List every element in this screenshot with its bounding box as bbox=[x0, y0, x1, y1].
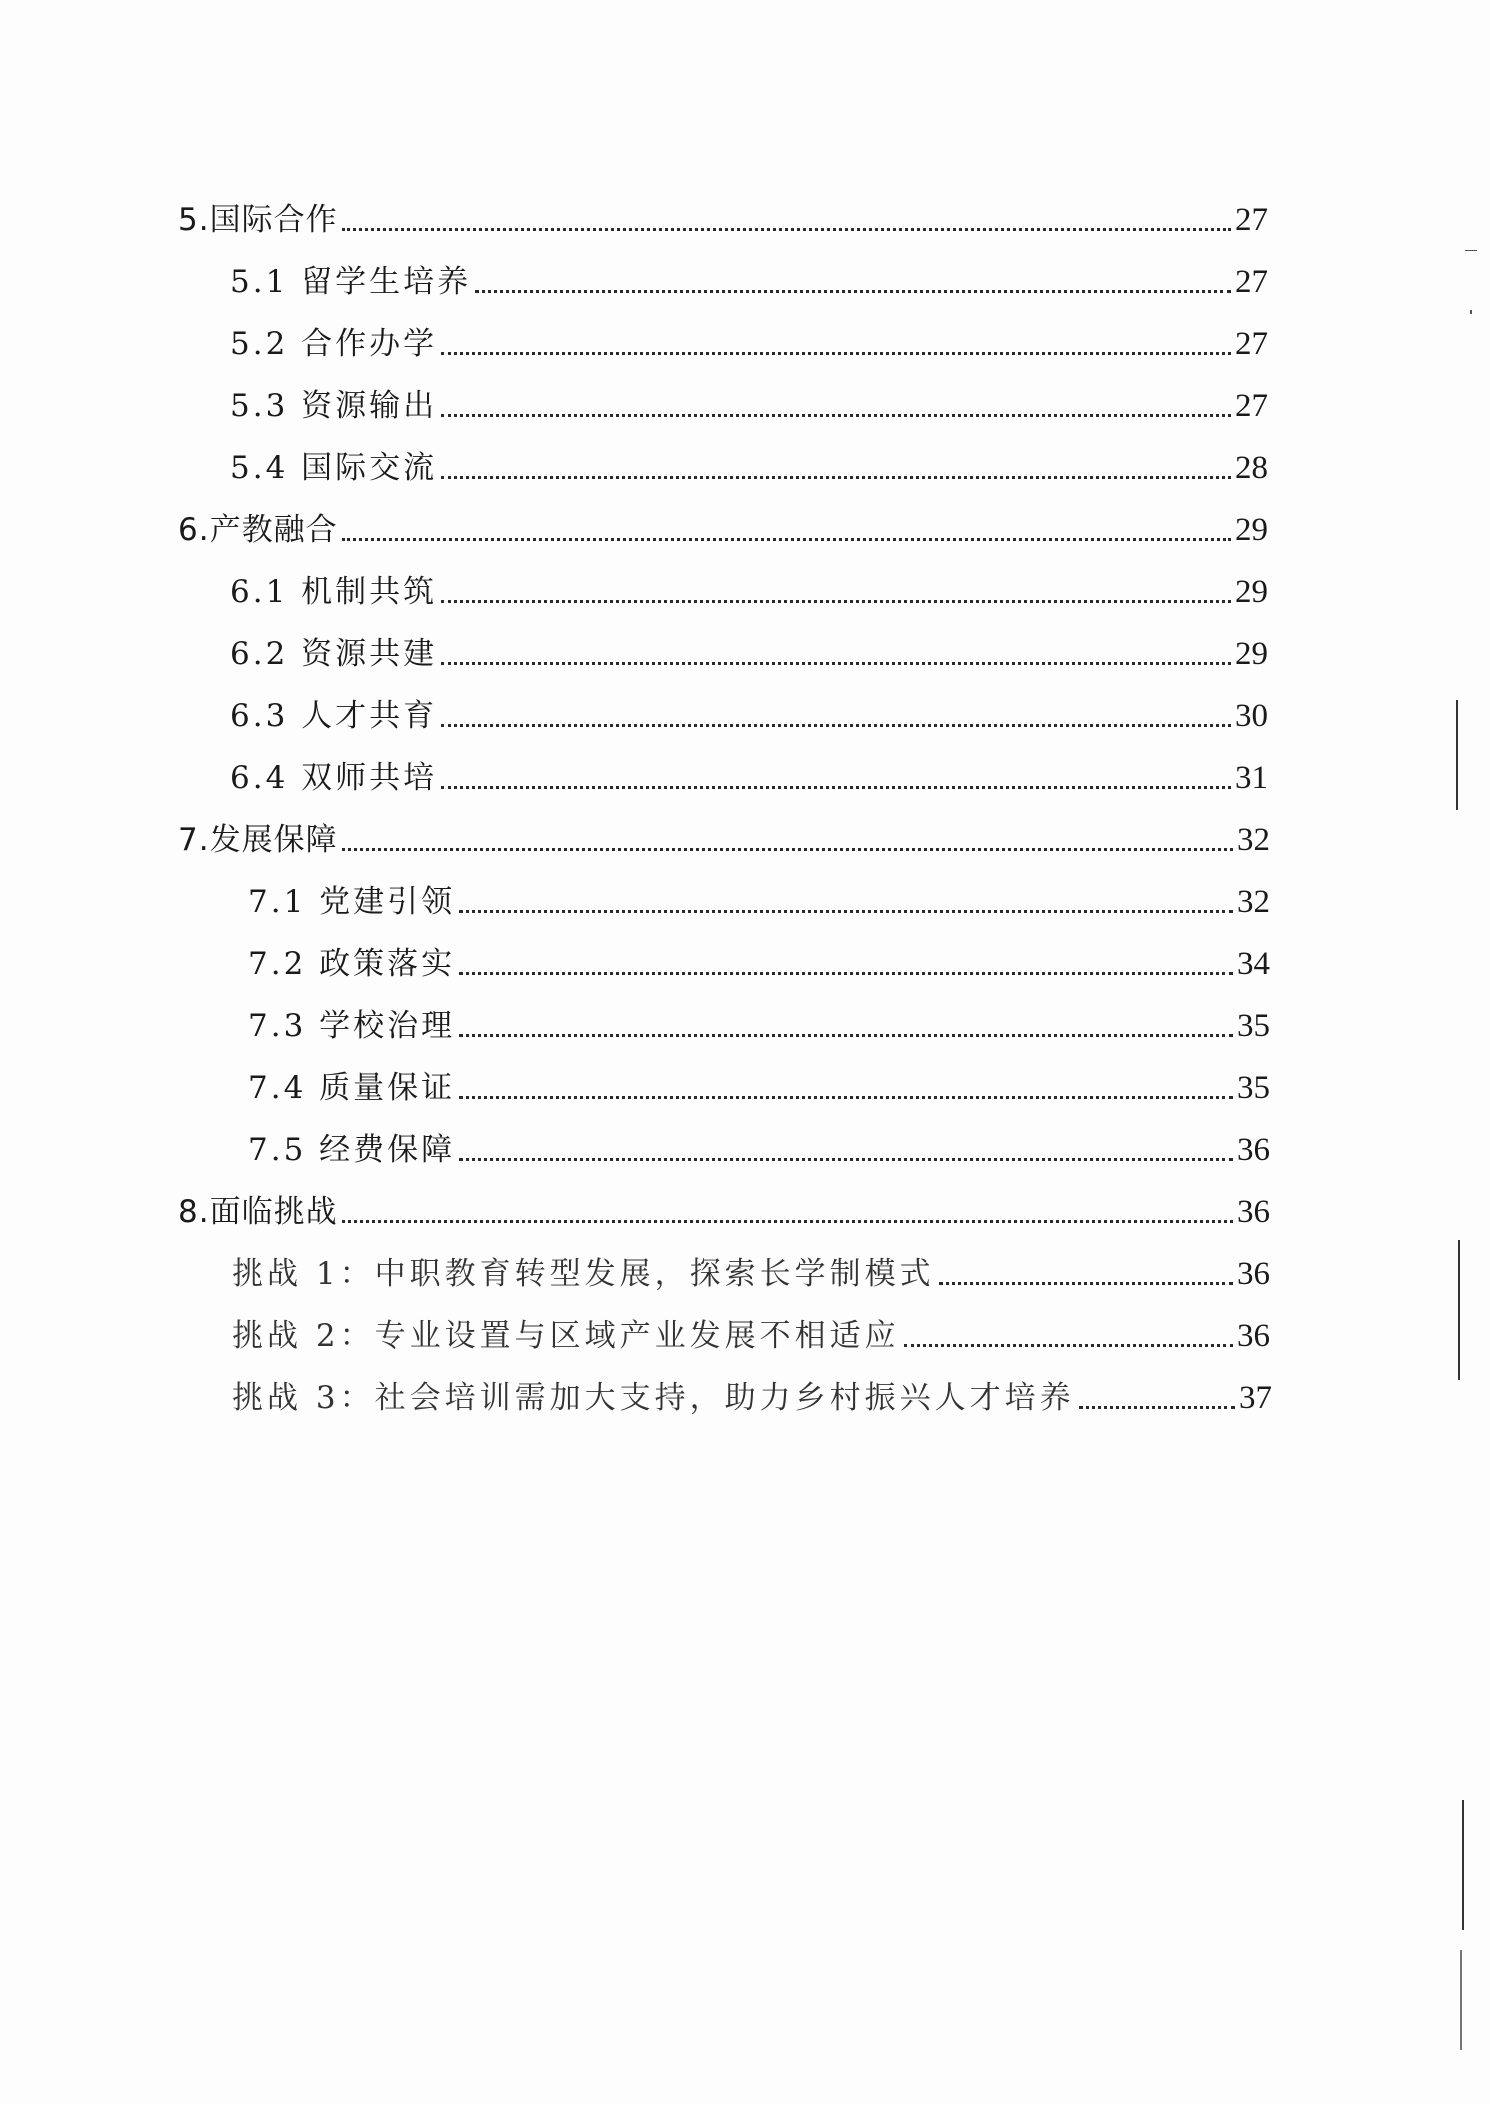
dot-leader bbox=[342, 1220, 1233, 1223]
dot-leader bbox=[904, 1344, 1233, 1347]
toc-entry-label: 挑战 3：社会培训需加大支持，助力乡村振兴人才培养 bbox=[232, 1380, 1075, 1416]
toc-entry-label: 6.产教融合 bbox=[178, 512, 338, 548]
toc-entry[interactable] bbox=[230, 252, 1268, 302]
toc-entry[interactable] bbox=[230, 562, 1268, 612]
toc-entry-page: 35 bbox=[1237, 1008, 1270, 1044]
toc-entry-label: 7.5 经费保障 bbox=[248, 1132, 456, 1168]
toc-entry[interactable] bbox=[232, 1368, 1272, 1418]
toc-entry-label: 5.4 国际交流 bbox=[230, 450, 438, 486]
toc-entry[interactable] bbox=[230, 314, 1268, 364]
toc-entry-label: 8.面临挑战 bbox=[178, 1194, 338, 1230]
toc-entry-page: 36 bbox=[1237, 1256, 1270, 1292]
toc-entry[interactable] bbox=[232, 1244, 1270, 1294]
toc-entry[interactable] bbox=[178, 500, 1268, 550]
dot-leader bbox=[441, 662, 1231, 665]
dot-leader bbox=[939, 1282, 1233, 1285]
dot-leader bbox=[459, 1158, 1233, 1161]
toc-entry-label: 6.4 双师共培 bbox=[230, 760, 438, 796]
dot-leader bbox=[342, 228, 1231, 231]
toc-entry[interactable] bbox=[232, 1306, 1270, 1356]
toc-entry[interactable] bbox=[230, 748, 1268, 798]
toc-entry[interactable] bbox=[248, 934, 1270, 984]
toc-entry[interactable] bbox=[248, 872, 1270, 922]
toc-entry[interactable] bbox=[230, 376, 1268, 426]
scan-artifact bbox=[1462, 1800, 1464, 1930]
dot-leader bbox=[1079, 1406, 1235, 1409]
scan-artifact bbox=[1456, 700, 1458, 810]
toc-entry-page: 36 bbox=[1237, 1318, 1270, 1354]
toc-entry-label: 挑战 2：专业设置与区域产业发展不相适应 bbox=[232, 1318, 900, 1354]
toc-entry-page: 36 bbox=[1237, 1194, 1270, 1230]
toc-entry[interactable] bbox=[178, 810, 1270, 860]
dot-leader bbox=[342, 538, 1231, 541]
toc-entry-label: 5.3 资源输出 bbox=[230, 388, 438, 424]
toc-entry-page: 30 bbox=[1235, 698, 1268, 734]
toc-entry[interactable] bbox=[178, 1182, 1270, 1232]
toc-entry-label: 7.3 学校治理 bbox=[248, 1008, 456, 1044]
dot-leader bbox=[342, 848, 1233, 851]
toc-entry-page: 29 bbox=[1235, 574, 1268, 610]
toc-entry-label: 7.4 质量保证 bbox=[248, 1070, 456, 1106]
dot-leader bbox=[475, 290, 1231, 293]
toc-entry[interactable] bbox=[248, 996, 1270, 1046]
toc-entry-page: 27 bbox=[1235, 264, 1268, 300]
dot-leader bbox=[441, 786, 1231, 789]
dot-leader bbox=[441, 724, 1231, 727]
toc-entry-page: 37 bbox=[1239, 1380, 1272, 1416]
toc-entry-page: 31 bbox=[1235, 760, 1268, 796]
toc-entry-label: 5.国际合作 bbox=[178, 202, 338, 238]
dot-leader bbox=[459, 1034, 1233, 1037]
toc-entry-page: 29 bbox=[1235, 636, 1268, 672]
dot-leader bbox=[441, 414, 1231, 417]
toc-entry-label: 5.2 合作办学 bbox=[230, 326, 438, 362]
scan-artifact bbox=[1470, 310, 1472, 314]
toc-entry-page: 27 bbox=[1235, 388, 1268, 424]
dot-leader bbox=[459, 910, 1233, 913]
dot-leader bbox=[459, 1096, 1233, 1099]
dot-leader bbox=[441, 476, 1231, 479]
scan-artifact bbox=[1458, 1240, 1460, 1380]
toc-entry[interactable] bbox=[230, 438, 1268, 488]
scan-artifact bbox=[1460, 1950, 1462, 2050]
toc-entry-page: 32 bbox=[1237, 884, 1270, 920]
dot-leader bbox=[441, 600, 1231, 603]
toc-entry-label: 6.1 机制共筑 bbox=[230, 574, 438, 610]
toc-entry-page: 34 bbox=[1237, 946, 1270, 982]
toc-entry-label: 5.1 留学生培养 bbox=[230, 264, 472, 300]
toc-entry[interactable] bbox=[248, 1058, 1270, 1108]
toc-entry[interactable] bbox=[178, 190, 1268, 240]
dot-leader bbox=[441, 352, 1231, 355]
toc-entry-label: 6.3 人才共育 bbox=[230, 698, 438, 734]
toc-entry-page: 29 bbox=[1235, 512, 1268, 548]
toc-entry-page: 32 bbox=[1237, 822, 1270, 858]
toc-entry-page: 35 bbox=[1237, 1070, 1270, 1106]
toc-entry[interactable] bbox=[248, 1120, 1270, 1170]
toc-entry[interactable] bbox=[230, 624, 1268, 674]
dot-leader bbox=[459, 972, 1233, 975]
scan-artifact bbox=[1465, 250, 1477, 251]
toc-entry-label: 7.2 政策落实 bbox=[248, 946, 456, 982]
toc-entry-page: 27 bbox=[1235, 202, 1268, 238]
toc-entry[interactable] bbox=[230, 686, 1268, 736]
toc-entry-label: 7.1 党建引领 bbox=[248, 884, 456, 920]
toc-entry-label: 6.2 资源共建 bbox=[230, 636, 438, 672]
toc-entry-page: 28 bbox=[1235, 450, 1268, 486]
toc-entry-label: 挑战 1：中职教育转型发展，探索长学制模式 bbox=[232, 1256, 935, 1292]
toc-entry-label: 7.发展保障 bbox=[178, 822, 338, 858]
toc-entry-page: 27 bbox=[1235, 326, 1268, 362]
toc-entry-page: 36 bbox=[1237, 1132, 1270, 1168]
